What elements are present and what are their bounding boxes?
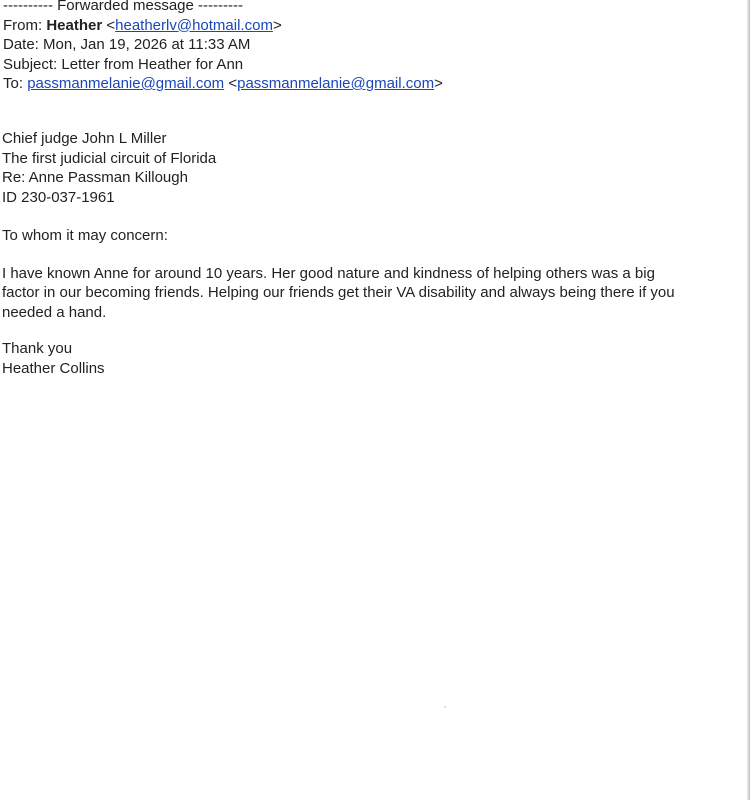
- from-email-link[interactable]: heatherlv@hotmail.com: [115, 16, 273, 34]
- date-line: Date: Mon, Jan 19, 2026 at 11:33 AM: [3, 36, 251, 53]
- to-email-close: >: [434, 75, 443, 92]
- to-email-repeat-link[interactable]: passmanmelanie@gmail.com: [237, 75, 435, 92]
- to-email-open: <: [228, 75, 238, 92]
- salutation: To whom it may concern:: [2, 227, 168, 244]
- to-label: To:: [3, 75, 24, 92]
- from-email-open: <: [106, 16, 116, 34]
- recipient-name: Chief judge John L Miller: [2, 130, 167, 147]
- letter-paragraph: I have known Anne for around 10 years. Her good nature and kindness of helping others was a big factor in our becoming friends. Helping our friends get their VA disability and always being there if you needed a hand.: [2, 264, 675, 321]
- recipient-block: [2, 129, 702, 207]
- subject-line: Subject: Letter from Heather for Ann: [3, 55, 244, 73]
- id-line: ID 230-037-1961: [2, 188, 115, 206]
- email-header: [3, 0, 703, 94]
- scan-speck: [444, 706, 446, 708]
- letter-body: [2, 129, 702, 378]
- closing: Thank you: [2, 340, 73, 357]
- from-label: From:: [3, 16, 43, 34]
- forwarded-message-label: ---------- Forwarded message ---------: [3, 0, 243, 14]
- regarding-line: Re: Anne Passman Killough: [2, 169, 188, 186]
- to-line: [3, 74, 703, 94]
- recipient-court: The first judicial circuit of Florida: [2, 149, 217, 167]
- to-email-link[interactable]: passmanmelanie@gmail.com: [27, 75, 225, 92]
- from-email-close: >: [272, 16, 282, 34]
- from-line: [3, 16, 703, 36]
- from-name: Heather: [46, 16, 103, 34]
- signature: Heather Collins: [2, 359, 105, 377]
